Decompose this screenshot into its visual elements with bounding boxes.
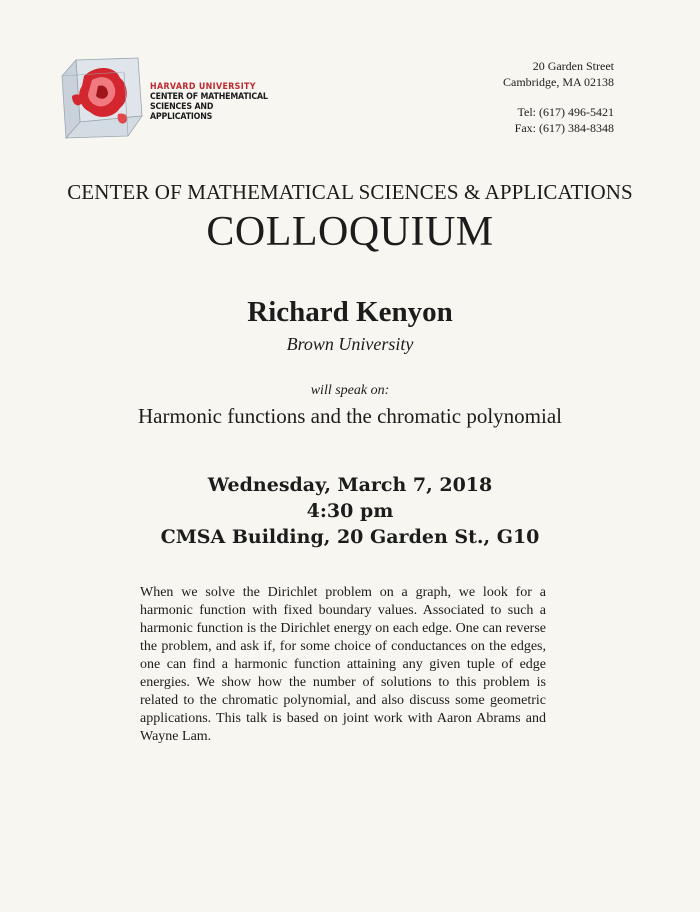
logo-line-sciences: SCIENCES AND APPLICATIONS — [150, 102, 214, 122]
speaker-name: Richard Kenyon — [247, 296, 453, 328]
logo-line-harvard: HARVARD UNIVERSITY — [150, 82, 256, 92]
event-time: 4:30 pm — [306, 500, 394, 522]
event-location: CMSA Building, 20 Garden St., G10 — [160, 526, 540, 548]
logo-line-center: CENTER OF MATHEMATICAL — [150, 92, 268, 102]
telephone: Tel: (617) 496-5421 — [517, 105, 614, 119]
street-address: 20 Garden Street — [532, 59, 614, 73]
cube-logo-icon — [58, 56, 146, 142]
talk-intro: will speak on: — [310, 383, 390, 398]
speaker-affiliation: Brown University — [286, 334, 414, 354]
city-address: Cambridge, MA 02138 — [503, 75, 614, 89]
talk-title: Harmonic functions and the chromatic polynomial — [138, 404, 562, 428]
event-date: Wednesday, March 7, 2018 — [207, 474, 493, 496]
cmsa-logo — [58, 56, 278, 142]
logo-wordmark — [150, 82, 268, 122]
center-name-heading: CENTER OF MATHEMATICAL SCIENCES & APPLICATIONS — [67, 180, 633, 204]
fax: Fax: (617) 384-8348 — [514, 121, 614, 135]
address-block — [503, 58, 614, 136]
event-type-heading: COLLOQUIUM — [206, 209, 494, 255]
talk-abstract: When we solve the Dirichlet problem on a graph, we look for a harmonic function with fixed boundary values. Associated to such a harmonic function is the Dirichlet energy on each edge. One can reverse the problem, and ask if, for some choice of conductances on the edges, one can find a harmonic function attaining any given tuple of edge energies. We show how the number of solutions to this problem is related to the chromatic polynomial, and also discuss some geometric applications. This talk is based on joint work with Aaron Abrams and Wayne Lam. — [140, 585, 546, 744]
schedule-block — [0, 472, 700, 550]
